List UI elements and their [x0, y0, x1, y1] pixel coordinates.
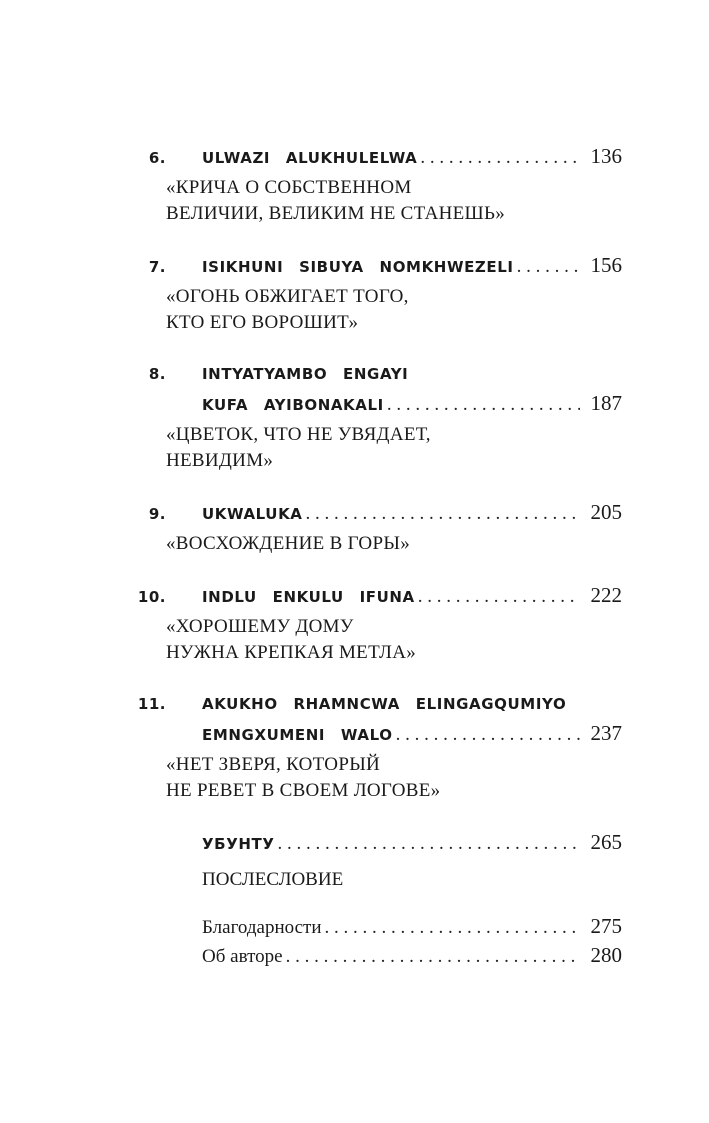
chapter-title: AKUKHO RHAMNCWA ELINGAGQUMIYO: [202, 695, 567, 713]
toc-entry-about-author[interactable]: [128, 941, 622, 970]
dot-leader: [325, 913, 581, 942]
dot-leader: [306, 499, 580, 528]
chapter-number: 8.: [148, 365, 166, 383]
dot-leader: [418, 582, 580, 611]
subtitle-line: «ОГОНЬ ОБЖИГАЕТ ТОГО,: [166, 286, 409, 307]
section-title: Благодарности: [202, 917, 322, 938]
toc-entry-chapter-8[interactable]: [128, 360, 622, 474]
toc-entry-ubuntu[interactable]: [128, 828, 622, 857]
table-of-contents: [128, 142, 622, 970]
page-number: 280: [590, 943, 622, 967]
toc-entry-chapter-6[interactable]: [128, 142, 622, 227]
chapter-number: 6.: [148, 149, 166, 167]
subtitle-line: «НЕТ ЗВЕРЯ, КОТОРЫЙ: [166, 754, 381, 775]
chapter-subtitle: [166, 610, 622, 666]
toc-title-line: [128, 941, 622, 970]
page-number: 222: [590, 583, 622, 607]
toc-entry-chapter-7[interactable]: [128, 251, 622, 336]
subtitle-line: ВЕЛИЧИИ, ВЕЛИКИМ НЕ СТАНЕШЬ»: [166, 203, 506, 224]
toc-title-line: [128, 360, 622, 389]
toc-entry-chapter-10[interactable]: [128, 581, 622, 666]
section-title: Об авторе: [202, 946, 283, 967]
subtitle-line: НУЖНА КРЕПКАЯ МЕТЛА»: [166, 642, 417, 663]
dot-leader: [517, 252, 580, 281]
chapter-number: 11.: [137, 695, 166, 713]
chapter-title: ULWAZI ALUKHULELWA: [202, 149, 418, 167]
dot-leader: [286, 942, 580, 971]
chapter-title-continued: KUFA AYIBONAKALI: [202, 396, 384, 414]
toc-title-line: [128, 690, 622, 719]
chapter-number: 7.: [148, 258, 166, 276]
toc-entry-chapter-11[interactable]: [128, 690, 622, 804]
toc-entry-chapter-9[interactable]: [128, 498, 622, 557]
toc-entry-acknowledgements[interactable]: [128, 912, 622, 941]
dot-leader: [420, 143, 580, 172]
subtitle-line: «ВОСХОЖДЕНИЕ В ГОРЫ»: [166, 533, 410, 554]
subtitle-line: «ЦВЕТОК, ЧТО НЕ УВЯДАЕТ,: [166, 424, 431, 445]
section-title: ПОСЛЕСЛОВИЕ: [202, 869, 344, 890]
chapter-title: INTYATYAMBO ENGAYI: [202, 365, 409, 383]
subtitle-line: КТО ЕГО ВОРОШИТ»: [166, 312, 359, 333]
toc-title-line: [128, 142, 622, 171]
page-number: 205: [590, 500, 622, 524]
subtitle-line: НЕ РЕВЕТ В СВОЕМ ЛОГОВЕ»: [166, 780, 441, 801]
toc-title-line: [128, 498, 622, 527]
chapter-subtitle: [166, 280, 622, 336]
chapter-number: 10.: [137, 588, 166, 606]
chapter-title: UKWALUKA: [202, 505, 303, 523]
chapter-number: 9.: [148, 505, 166, 523]
toc-title-line: [128, 912, 622, 941]
subtitle-line: «ХОРОШЕМУ ДОМУ: [166, 616, 354, 637]
subtitle-line: НЕВИДИМ»: [166, 450, 274, 471]
chapter-subtitle: [166, 418, 622, 474]
page-number: 136: [590, 144, 622, 168]
toc-title-line: [128, 251, 622, 280]
page-number: 275: [590, 914, 622, 938]
subtitle-line: «КРИЧА О СОБСТВЕННОМ: [166, 177, 412, 198]
chapter-subtitle: [166, 527, 622, 557]
section-title: УБУНТУ: [202, 835, 275, 853]
toc-title-line: [128, 389, 622, 418]
dot-leader: [396, 720, 580, 749]
toc-title-line: [128, 581, 622, 610]
chapter-title: ISIKHUNI SIBUYA NOMKHWEZELI: [202, 258, 514, 276]
dot-leader: [387, 390, 580, 419]
chapter-title-continued: EMNGXUMENI WALO: [202, 726, 393, 744]
page-number: 156: [590, 253, 622, 277]
chapter-title: INDLU ENKULU IFUNA: [202, 588, 415, 606]
dot-leader: [278, 829, 580, 858]
page-number: 237: [590, 721, 622, 745]
chapter-subtitle: [166, 748, 622, 804]
toc-title-line: [128, 865, 622, 894]
toc-entry-afterword[interactable]: [128, 865, 622, 894]
toc-title-line: [128, 828, 622, 857]
page-number: 187: [590, 391, 622, 415]
chapter-subtitle: [166, 171, 622, 227]
page-number: 265: [590, 830, 622, 854]
toc-title-line: [128, 719, 622, 748]
